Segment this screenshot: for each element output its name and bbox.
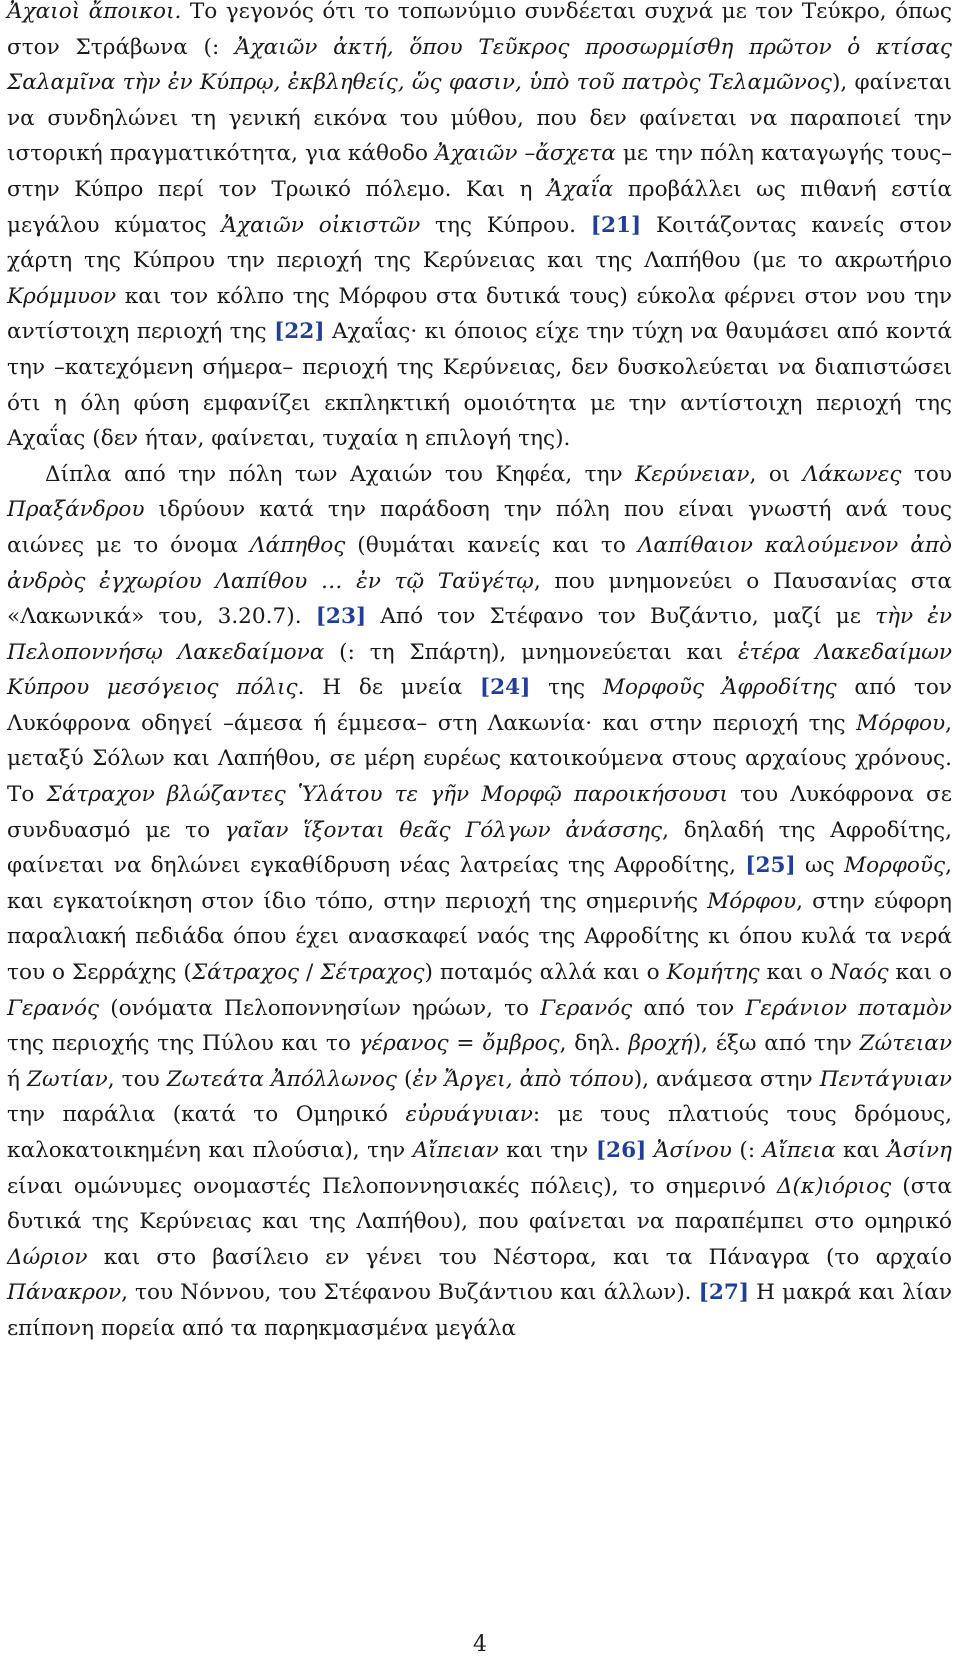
text-span: Το γεγονός ότι το τοπωνύμιο συνδέεται συχνά με τον Τεύκρο, όπως στον Στράβωνα (:: [7, 0, 952, 60]
text-span: [646, 1138, 654, 1163]
text-span: τὴν ἐν Πελοποννήσῳ Λακεδαίμονα: [7, 604, 952, 665]
text-span: , οι: [749, 461, 803, 487]
text-span: Μόρφου: [707, 888, 797, 914]
text-span: Ζώτειαν: [859, 1031, 952, 1057]
text-span: Πάνακρον: [7, 1280, 122, 1306]
text-span: ), έξω από την: [692, 1031, 860, 1057]
text-span: Ζωτεάτα Ἀπόλλωνος: [166, 1066, 398, 1092]
text-span: Αἴπειαν: [412, 1138, 499, 1163]
text-span: Ἀχαιῶν ἀκτή, ὅπου Τεῦκρος προσωρμίσθη πρῶτον ὁ κτίσας Σαλαμῖνα τὴν ἐν Κύπρῳ, ἐκβληθείς, ὥς φασιν, ὑπὸ τοῦ πατρὸς Τελαμῶνος: [7, 34, 952, 96]
text-span: Δίπλα από την πόλη των Αχαιών του Κηφέα, την: [45, 461, 636, 487]
text-span: Ναός: [830, 960, 889, 986]
text-span: και στο βασίλειο εν γένει του Νέστορα, και τα Πάναγρα (το αρχαίο: [87, 1244, 952, 1270]
text-span: ἑτέρα Λακεδαίμων Κύπρου μεσόγειος πόλις: [7, 639, 952, 701]
text-span: Ἀσίνη: [887, 1138, 952, 1163]
page-number: 4: [473, 1632, 487, 1657]
text-span: Σάτραχον βλώζαντες Ὑλάτου τε γῆν Μορφῷ παροικήσουσι: [46, 782, 728, 808]
text-span: , στην εύφορη παραλιακή πεδιάδα όπου έχει ανασκαφεί ναός της Αφροδίτης κι όπου κυλά τα νερά του ο Σερράχης (: [7, 888, 952, 986]
text-span: Μορφοῦς: [843, 853, 946, 879]
footnote-link-24[interactable]: [24]: [479, 675, 531, 701]
text-span: ἐν Ἄργει, ἀπὸ τόπου: [412, 1066, 634, 1092]
text-span: Ζωτίαν: [26, 1066, 108, 1092]
text-span: και: [835, 1138, 888, 1163]
text-span: Ἀχαιῶν οἰκιστῶν: [221, 212, 421, 238]
text-span: . Η δε μνεία: [297, 675, 480, 701]
text-span: Λάπηθος: [249, 532, 346, 558]
text-span: (:: [731, 1138, 763, 1163]
text-span: ιδρύουν κατά την παράδοση την πόλη που είναι γνωστή ανά τους αιώνες με το όνομα: [7, 497, 952, 558]
text-span: με την πόλη καταγωγής τους– στην Κύπρο περί τον Τρωικό πόλεμο. Και η: [7, 141, 952, 202]
text-span: =: [448, 1031, 483, 1057]
text-span: Πεντάγυιαν: [819, 1066, 952, 1092]
text-span: βροχή: [628, 1031, 693, 1057]
text-span: , δηλ.: [559, 1031, 629, 1057]
text-span: , του Νόννου, του Στέφανου Βυζάντιου και άλλων).: [121, 1280, 699, 1306]
text-span: γέρανος: [358, 1031, 449, 1057]
text-span: ή: [7, 1066, 27, 1092]
text-span: Δώριον: [7, 1244, 88, 1270]
text-span: από τον: [632, 995, 746, 1021]
text-span: Ἀχαιοὶ ἄποικοι.: [7, 0, 182, 24]
text-span: Γερανός: [540, 995, 633, 1021]
text-span: Σέτραχος: [320, 960, 425, 986]
text-span: Σάτραχος: [191, 960, 300, 986]
text-span: της: [530, 675, 603, 701]
text-span: γαῖαν ἵξονται θεᾶς Γόλγων ἀνάσσης: [224, 817, 663, 843]
text-span: ως: [795, 853, 844, 879]
text-span: Δ(κ)ιόριος: [776, 1173, 892, 1199]
text-span: Λάκωνες: [802, 461, 902, 487]
footnote-link-25[interactable]: [25]: [745, 853, 796, 879]
text-span: Κερύνειαν: [635, 461, 750, 487]
text-span: (στα δυτικά της Κερύνειας και της Λαπήθου), που φαίνεται να παραπέμπει στο ομηρικό: [7, 1173, 952, 1235]
text-span: Μόρφου: [856, 710, 946, 736]
text-span: , του: [107, 1066, 167, 1092]
footnote-link-27[interactable]: [27]: [698, 1280, 750, 1306]
text-span: (: [397, 1066, 413, 1092]
text-span: της περιοχής της Πύλου και το: [7, 1031, 359, 1057]
text-span: ), φαίνεται να συνδηλώνει τη γενική εικόνα του μύθου, που δεν φαίνεται να παραποιεί την ιστορική πραγματικότητα, για κάθοδο: [7, 70, 952, 167]
footnote-link-23[interactable]: [23]: [315, 604, 367, 630]
footnote-link-21[interactable]: [21]: [590, 212, 642, 238]
text-span: του: [901, 461, 952, 487]
text-span: εὐρυάγυιαν: [405, 1102, 533, 1128]
text-span: (: τη Σπάρτη), μνημονεύεται και: [324, 639, 739, 665]
footnote-link-22[interactable]: [22]: [274, 319, 325, 345]
text-span: του Λυκόφρονα σε συνδυασμό με το: [7, 782, 952, 843]
text-span: Αχαΐας· κι όποιος είχε την τύχη να θαυμάσει από κοντά την –κατεχόμενη σήμερα– περιοχή της Κερύνειας, δεν δυσκολεύεται να διαπιστώσει ότι η όλη φύση εμφανίζει εκπληκτική ομοιότητα με την αντίστοιχη περιοχή της Αχαΐας (δεν ήταν, φαίνεται, τυχαία η επιλογή της).: [7, 319, 952, 452]
text-span: προβάλλει ως πιθανή εστία μεγάλου κύματος: [7, 176, 952, 238]
text-span: (ονόματα Πελοποννησίων ηρώων, το: [99, 995, 541, 1021]
text-span: (θυμάται κανείς και το: [345, 532, 638, 558]
text-span: και ο: [759, 960, 830, 986]
text-span: και ο: [888, 960, 952, 986]
text-span: Κρόμμυον: [7, 283, 117, 309]
text-span: , δηλαδή της Αφροδίτης, φαίνεται να δηλώνει εγκαθίδρυση νέας λατρείας της Αφροδίτης,: [7, 817, 952, 879]
text-span: , μεταξύ Σόλων και Λαπήθου, σε μέρη ευρέως κατοικούμενα στους αρχαίους χρόνους. Το: [7, 710, 952, 808]
text-span: είναι ομώνυμες ονομαστές Πελοποννησιακές πόλεις), το σημερινό: [7, 1173, 777, 1199]
text-span: ) ποταμός αλλά και ο: [424, 960, 667, 986]
text-span: και τον κόλπο της Μόρφου στα δυτικά τους) εύκολα φέρνει στον νου την αντίστοιχη περιοχή της: [7, 283, 952, 345]
paragraph-1: [7, 0, 952, 457]
text-span: Γεράνιον ποταμὸν: [745, 995, 952, 1021]
text-span: Γερανός: [7, 995, 100, 1021]
text-span: Από τον Στέφανο τον Βυζάντιο, μαζί με: [366, 604, 876, 630]
text-span: ), ανάμεσα στην: [633, 1066, 820, 1092]
text-span: από τον Λυκόφρονα οδηγεί –άμεσα ή έμμεσα– στη Λακωνία· και στην περιοχή της: [7, 675, 952, 736]
text-span: Αἴπεια: [762, 1138, 836, 1163]
text-span: της Κύπρου.: [420, 212, 591, 238]
text-span: Μορφοῦς Ἀφροδίτης: [602, 675, 837, 701]
text-span: Κοιτάζοντας κανείς στον χάρτη της Κύπρου την περιοχή της Κερύνειας και της Λαπήθου (με το ακρωτήριο: [7, 212, 952, 274]
text-span: Κομήτης: [666, 960, 760, 986]
text-span: Ἀσίνου: [653, 1138, 732, 1163]
text-span: : με τους πλατιούς τους δρόμους, καλοκατοικημένη και πλούσια), την: [7, 1102, 952, 1163]
footnote-link-26[interactable]: [26]: [595, 1138, 647, 1163]
text-span: Ἀχαΐα: [546, 176, 614, 202]
text-span: και την: [498, 1138, 596, 1163]
text-span: Πραξάνδρου: [7, 497, 145, 523]
text-span: Η μακρά και λίαν επίπονη πορεία από τα παρηκμασμένα μεγάλα: [7, 1280, 952, 1341]
text-span: Ἀχαιῶν –ἄσχετα: [435, 141, 616, 167]
paragraph-2: [7, 457, 952, 1347]
text-span: /: [299, 960, 321, 986]
text-span: ὄμβρος: [482, 1031, 560, 1057]
text-span: Λαπίθαιον καλούμενον ἀπὸ ἀνδρὸς ἐγχωρίου Λαπίθου … ἐν τῷ Ταϋγέτῳ: [7, 532, 953, 594]
text-span: , που μνημονεύει ο Παυσανίας στα «Λακωνικά» του, 3.20.7).: [7, 568, 952, 630]
text-span: την παράλια (κατά το Ομηρικό: [7, 1102, 406, 1128]
text-span: , και εγκατοίκηση στον ίδιο τόπο, στην περιοχή της σημερινής: [7, 853, 952, 914]
